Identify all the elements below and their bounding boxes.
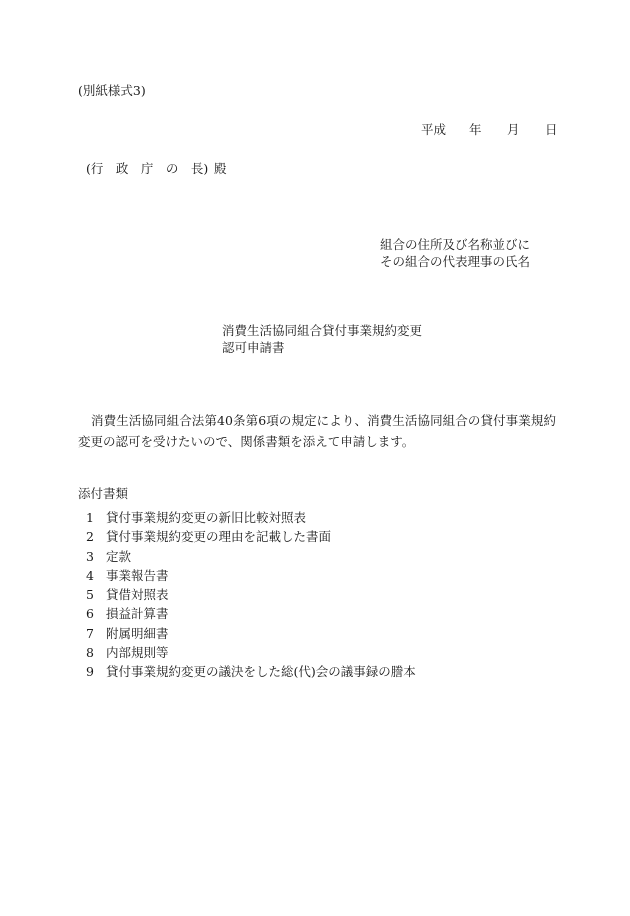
- attachment-text: 内部規則等: [106, 645, 169, 661]
- date-month: 月: [507, 122, 520, 137]
- attachment-text: 損益計算書: [106, 606, 169, 622]
- attachment-item: [86, 527, 416, 546]
- attachments-heading: 添付書類: [78, 486, 129, 501]
- date-day: 日: [545, 122, 558, 137]
- date-year: 年: [469, 122, 482, 137]
- attachment-item: [86, 643, 416, 662]
- applicant-line-1: 組合の住所及び名称並びに: [380, 237, 531, 252]
- addressee: [86, 163, 227, 176]
- attachment-number: 4: [86, 567, 94, 583]
- body-paragraph: 消費生活協同組合法第40条第6項の規定により、消費生活協同組合の貸付事業規約変更の認可を受けたいので、関係書類を添えて申請します。: [78, 413, 556, 449]
- attachment-number: 3: [86, 548, 94, 564]
- attachment-item: [86, 604, 416, 623]
- document-title: [222, 322, 422, 356]
- attachment-item: [86, 662, 416, 681]
- attachment-text: 貸借対照表: [106, 587, 169, 603]
- addressee-agency: (行 政 庁 の 長): [86, 161, 209, 176]
- date-era: 平成: [421, 122, 447, 137]
- attachment-number: 1: [86, 510, 94, 525]
- attachment-number: 5: [86, 587, 94, 603]
- attachment-number: 6: [86, 606, 94, 622]
- attachment-item: [86, 508, 416, 527]
- attachment-text: 貸付事業規約変更の議決をした総(代)会の議事録の謄本: [106, 664, 416, 680]
- attachment-text: 貸付事業規約変更の新旧比較対照表: [106, 510, 307, 525]
- form-number: (別紙様式3): [78, 83, 146, 98]
- attachment-text: 定款: [106, 548, 132, 564]
- attachment-list: [86, 508, 416, 682]
- document-title-line-2: 認可申請書: [222, 340, 285, 355]
- applicant-line-2: その組合の代表理事の氏名: [380, 254, 531, 269]
- attachment-text: 貸付事業規約変更の理由を記載した書面: [106, 529, 332, 545]
- attachment-item: [86, 566, 416, 585]
- applicant-block: [380, 236, 530, 270]
- attachment-number: 9: [86, 664, 94, 680]
- attachment-text: 事業報告書: [106, 567, 169, 583]
- attachment-number: 8: [86, 645, 94, 661]
- attachment-item: [86, 585, 416, 604]
- attachment-number: 2: [86, 529, 94, 545]
- document-title-line-1: 消費生活協同組合貸付事業規約変更: [222, 323, 423, 338]
- attachment-text: 附属明細書: [106, 625, 169, 641]
- attachment-number: 7: [86, 625, 94, 641]
- attachment-item: [86, 547, 416, 566]
- date-line: [421, 124, 558, 137]
- addressee-honorific: 殿: [214, 161, 227, 176]
- attachment-item: [86, 624, 416, 643]
